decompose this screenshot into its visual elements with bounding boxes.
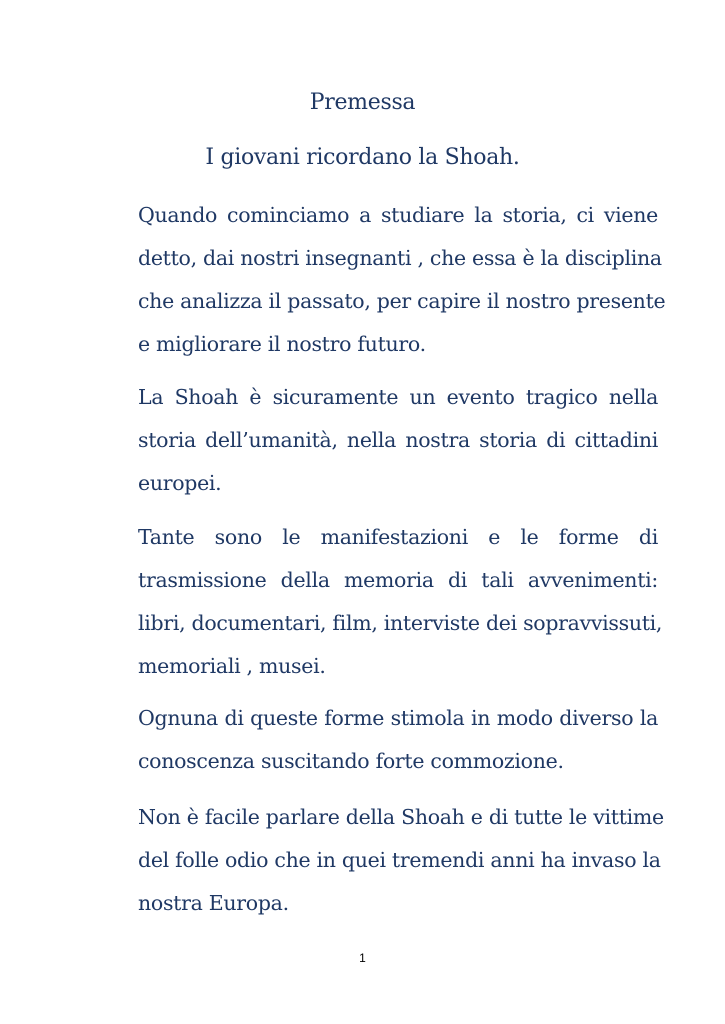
paragraph-line: trasmissione della memoria di tali avvenimenti: xyxy=(138,568,658,592)
paragraph-line: nostra Europa. xyxy=(138,891,289,915)
paragraph-line: libri, documentari, film, interviste dei sopravvissuti, xyxy=(138,611,663,635)
paragraph-2 xyxy=(138,376,658,505)
paragraph-line: Quando cominciamo a studiare la storia, ci viene xyxy=(138,203,658,227)
paragraph-line: del folle odio che in quei tremendi anni ha invaso la xyxy=(138,848,661,872)
paragraph-line: detto, dai nostri insegnanti , che essa è la disciplina xyxy=(138,246,662,270)
paragraph-4 xyxy=(138,697,658,783)
paragraph-line: Tante sono le manifestazioni e le forme di xyxy=(138,525,658,549)
paragraph-1 xyxy=(138,194,666,366)
paragraph-line: storia dell’umanità, nella nostra storia di cittadini xyxy=(138,428,658,452)
paragraph-5 xyxy=(138,796,664,925)
page-number: 1 xyxy=(359,951,366,965)
paragraph-line: che analizza il passato, per capire il nostro presente xyxy=(138,289,666,313)
document-subtitle: I giovani ricordano la Shoah. xyxy=(205,145,520,170)
paragraph-line: Non è facile parlare della Shoah e di tutte le vittime xyxy=(138,805,664,829)
paragraph-line: Ognuna di queste forme stimola in modo diverso la xyxy=(138,706,658,730)
paragraph-line: conoscenza suscitando forte commozione. xyxy=(138,749,564,773)
paragraph-line: europei. xyxy=(138,471,222,495)
document-title: Premessa xyxy=(309,90,416,115)
paragraph-line: memoriali , musei. xyxy=(138,654,326,678)
paragraph-3 xyxy=(138,516,663,688)
paragraph-line: La Shoah è sicuramente un evento tragico nella xyxy=(138,385,658,409)
paragraph-line: e migliorare il nostro futuro. xyxy=(138,332,426,356)
